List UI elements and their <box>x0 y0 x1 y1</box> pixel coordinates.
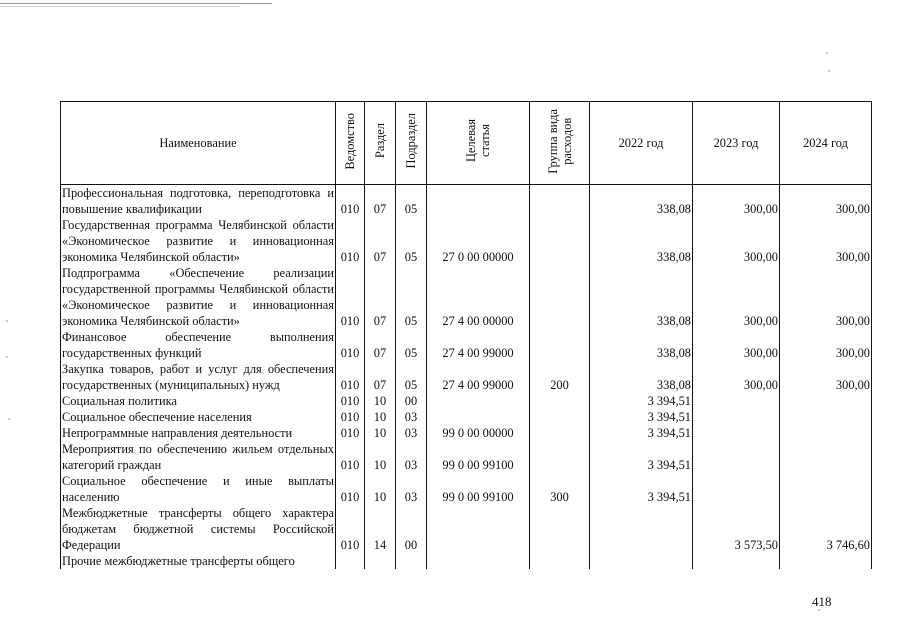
row-amount-2024: 300,00 <box>780 329 872 361</box>
table-row <box>61 361 872 393</box>
table-header-row <box>61 102 872 185</box>
row-amount-2022: 3 394,51 <box>590 441 693 473</box>
row-expense-group <box>530 505 590 553</box>
table-row <box>61 425 872 441</box>
row-amount-2022: 338,08 <box>590 185 693 218</box>
row-amount-2022 <box>590 553 693 569</box>
row-vedomstvo: 010 <box>336 409 365 425</box>
row-amount-2022: 338,08 <box>590 329 693 361</box>
row-name: Социальное обеспечение и иные выплаты населению <box>62 474 334 504</box>
row-amount-2022: 338,08 <box>590 361 693 393</box>
row-vedomstvo: 010 <box>336 505 365 553</box>
row-podrazdel: 05 <box>396 329 427 361</box>
row-amount-2022: 3 394,51 <box>590 425 693 441</box>
row-amount-2024 <box>780 441 872 473</box>
row-razdel: 10 <box>365 393 396 409</box>
row-amount-2022: 3 394,51 <box>590 393 693 409</box>
row-target-article: 27 0 00 00000 <box>427 217 530 265</box>
row-amount-2024 <box>780 473 872 505</box>
row-expense-group: 200 <box>530 361 590 393</box>
row-amount-2023 <box>693 409 780 425</box>
row-expense-group <box>530 185 590 218</box>
row-podrazdel <box>396 553 427 569</box>
row-razdel: 07 <box>365 217 396 265</box>
scan-speck <box>6 320 8 322</box>
row-expense-group <box>530 425 590 441</box>
scan-speck <box>826 52 828 54</box>
row-name: Межбюджетные трансферты общего характера бюджетам бюджетной системы Российской Федерации <box>62 506 334 552</box>
page-number: 418 <box>812 594 832 609</box>
row-expense-group <box>530 265 590 329</box>
row-amount-2024: 300,00 <box>780 185 872 218</box>
table-row <box>61 505 872 553</box>
row-podrazdel: 05 <box>396 185 427 218</box>
row-target-article: 99 0 00 99100 <box>427 441 530 473</box>
row-amount-2023 <box>693 473 780 505</box>
row-vedomstvo: 010 <box>336 185 365 218</box>
row-razdel: 07 <box>365 185 396 218</box>
row-razdel: 10 <box>365 441 396 473</box>
row-vedomstvo: 010 <box>336 217 365 265</box>
row-podrazdel: 03 <box>396 409 427 425</box>
row-target-article: 27 4 00 99000 <box>427 361 530 393</box>
table-row <box>61 553 872 569</box>
table-row <box>61 473 872 505</box>
row-podrazdel: 05 <box>396 265 427 329</box>
row-name: Социальное обеспечение населения <box>61 409 336 425</box>
row-target-article <box>427 505 530 553</box>
row-amount-2022 <box>590 505 693 553</box>
row-amount-2023 <box>693 553 780 569</box>
row-amount-2023 <box>693 441 780 473</box>
row-vedomstvo: 010 <box>336 441 365 473</box>
row-amount-2024 <box>780 409 872 425</box>
row-target-article <box>427 553 530 569</box>
row-podrazdel: 00 <box>396 505 427 553</box>
row-name: Финансовое обеспечение выполнения государственных функций <box>62 330 334 360</box>
row-amount-2024 <box>780 553 872 569</box>
row-name: Мероприятия по обеспечению жильем отдельных категорий граждан <box>62 442 334 472</box>
row-amount-2023 <box>693 393 780 409</box>
row-podrazdel: 03 <box>396 473 427 505</box>
budget-table <box>60 101 872 569</box>
scan-speck <box>828 70 830 72</box>
row-razdel: 07 <box>365 265 396 329</box>
row-amount-2022: 3 394,51 <box>590 409 693 425</box>
col-header-target: Целевая статья <box>427 102 530 185</box>
col-header-razdel: Раздел <box>365 102 396 185</box>
row-expense-group <box>530 329 590 361</box>
table-row <box>61 409 872 425</box>
col-header-vedomstvo: Ведомство <box>336 102 365 185</box>
row-amount-2023: 300,00 <box>693 265 780 329</box>
row-name: Государственная программа Челябинской области «Экономическое развитие и инновационная экономика Челябинской области» <box>62 218 334 264</box>
table-row <box>61 441 872 473</box>
row-razdel: 10 <box>365 473 396 505</box>
row-vedomstvo: 010 <box>336 329 365 361</box>
row-target-article <box>427 409 530 425</box>
row-target-article: 27 4 00 99000 <box>427 329 530 361</box>
row-name: Профессиональная подготовка, переподготовка и повышение квалификации <box>62 186 334 216</box>
row-target-article <box>427 393 530 409</box>
row-expense-group <box>530 553 590 569</box>
scan-speck <box>8 418 10 420</box>
scan-speck <box>6 356 8 358</box>
row-podrazdel: 05 <box>396 217 427 265</box>
row-amount-2022: 338,08 <box>590 217 693 265</box>
row-expense-group: 300 <box>530 473 590 505</box>
col-header-2022: 2022 год <box>590 102 693 185</box>
row-name: Подпрограмма «Обеспечение реализации государственной программы Челябинской области «Экономическое развитие и инновационная экономика Челябинской области» <box>62 266 334 328</box>
table-row <box>61 393 872 409</box>
row-expense-group <box>530 393 590 409</box>
row-amount-2024: 300,00 <box>780 217 872 265</box>
row-razdel: 10 <box>365 425 396 441</box>
row-expense-group <box>530 441 590 473</box>
row-amount-2023 <box>693 425 780 441</box>
row-target-article: 99 0 00 00000 <box>427 425 530 441</box>
row-podrazdel: 03 <box>396 425 427 441</box>
row-amount-2022: 338,08 <box>590 265 693 329</box>
scan-edge-mark <box>0 3 272 4</box>
row-amount-2024: 3 746,60 <box>780 505 872 553</box>
row-razdel: 07 <box>365 329 396 361</box>
row-name: Социальная политика <box>61 393 336 409</box>
row-expense-group <box>530 409 590 425</box>
row-name: Прочие межбюджетные трансферты общего <box>61 553 336 569</box>
row-amount-2023: 300,00 <box>693 361 780 393</box>
row-target-article <box>427 185 530 218</box>
row-expense-group <box>530 217 590 265</box>
row-amount-2024: 300,00 <box>780 265 872 329</box>
row-amount-2023: 300,00 <box>693 185 780 218</box>
row-podrazdel: 00 <box>396 393 427 409</box>
row-name: Закупка товаров, работ и услуг для обеспечения государственных (муниципальных) нужд <box>62 362 334 392</box>
row-target-article: 27 4 00 00000 <box>427 265 530 329</box>
row-vedomstvo: 010 <box>336 393 365 409</box>
row-amount-2024 <box>780 393 872 409</box>
table-row <box>61 185 872 218</box>
row-target-article: 99 0 00 99100 <box>427 473 530 505</box>
row-vedomstvo <box>336 553 365 569</box>
table-row <box>61 329 872 361</box>
col-header-2023: 2023 год <box>693 102 780 185</box>
row-vedomstvo: 010 <box>336 425 365 441</box>
row-razdel <box>365 553 396 569</box>
row-amount-2023: 300,00 <box>693 329 780 361</box>
row-podrazdel: 03 <box>396 441 427 473</box>
col-header-name: Наименование <box>61 102 336 185</box>
row-razdel: 07 <box>365 361 396 393</box>
row-amount-2023: 300,00 <box>693 217 780 265</box>
row-razdel: 14 <box>365 505 396 553</box>
row-amount-2024: 300,00 <box>780 361 872 393</box>
scan-edge-mark <box>0 6 240 7</box>
col-header-2024: 2024 год <box>780 102 872 185</box>
row-vedomstvo: 010 <box>336 473 365 505</box>
row-podrazdel: 05 <box>396 361 427 393</box>
row-vedomstvo: 010 <box>336 265 365 329</box>
row-razdel: 10 <box>365 409 396 425</box>
row-amount-2022: 3 394,51 <box>590 473 693 505</box>
table-row <box>61 217 872 265</box>
row-vedomstvo: 010 <box>336 361 365 393</box>
col-header-podrazdel: Подраздел <box>396 102 427 185</box>
row-amount-2023: 3 573,50 <box>693 505 780 553</box>
col-header-group: Группа вида расходов <box>530 102 590 185</box>
row-name: Непрограммные направления деятельности <box>61 425 336 441</box>
table-row <box>61 265 872 329</box>
row-amount-2024 <box>780 425 872 441</box>
